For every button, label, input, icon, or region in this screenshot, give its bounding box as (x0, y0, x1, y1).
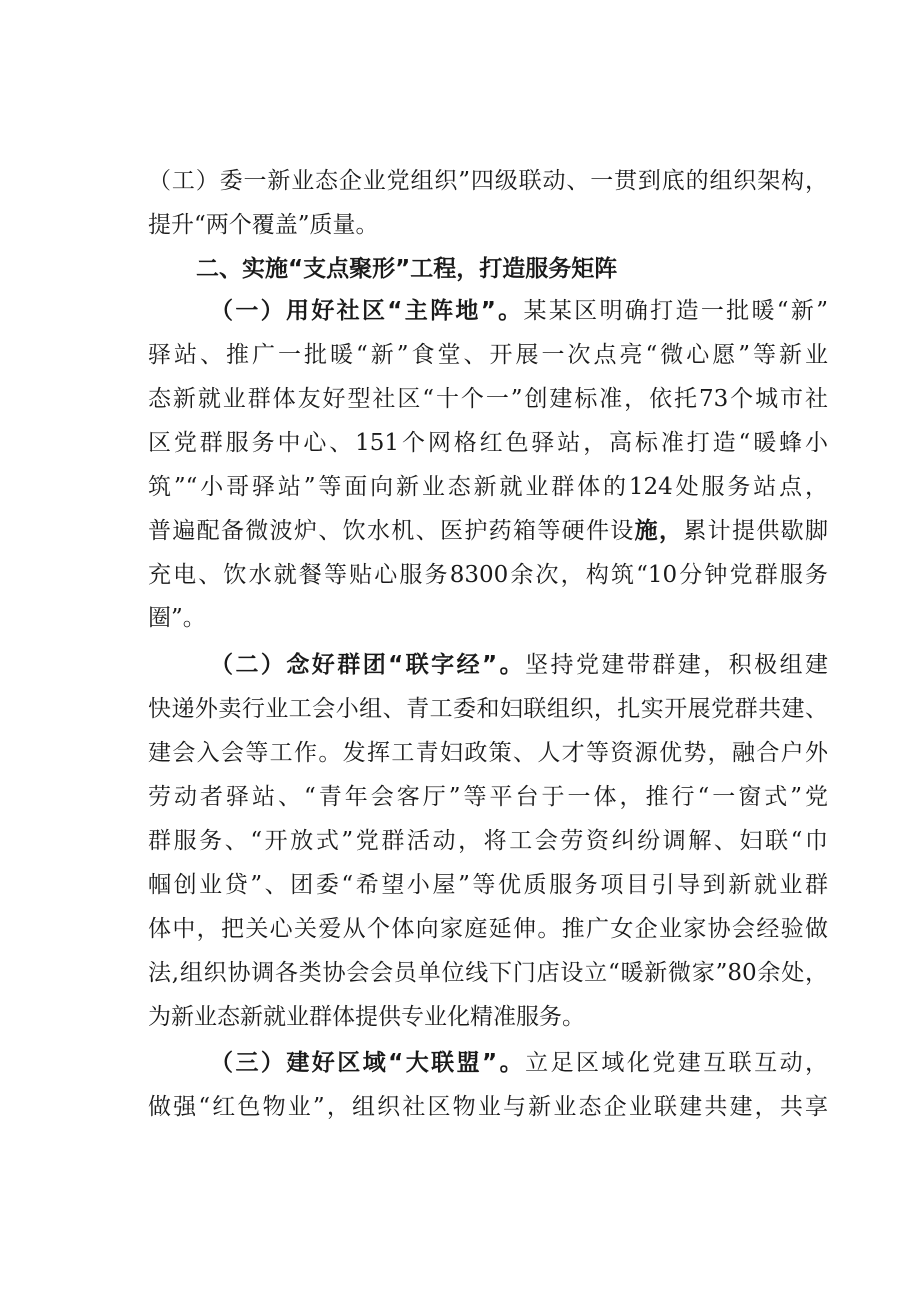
body-line: 提升“两个覆盖”质量。 (148, 212, 379, 238)
body-line: 帼创业贷”、团委“希望小屋”等优质服务项目引导到新就业群 (148, 872, 828, 898)
body-line: 驿站、推广一批暖“新”食堂、开展一次点亮“微心愿”等新业 (148, 342, 828, 368)
body-line: 做强“红色物业”，组织社区物业与新业态企业联建共建，共享 (148, 1094, 828, 1120)
body-line: 法,组织协调各类协会会员单位线下门店设立“暖新微家”80余处， (148, 960, 828, 986)
paragraph-3-text: 立足区域化党建互联互动， (525, 1050, 829, 1076)
paragraph-1-text: 某某区明确打造一批暖“新” (523, 298, 828, 324)
paragraph-2-line-1 (210, 650, 828, 680)
body-line-mixed (148, 516, 828, 546)
body-line: 圈”。 (148, 605, 206, 631)
paragraph-2-text: 坚持党建带群建，积极组建 (525, 652, 829, 678)
body-line: 筑”“小哥驿站”等面向新业态新就业群体的124处服务站点， (148, 474, 828, 500)
section-heading: 二、实施“支点聚形”工程，打造服务矩阵 (196, 256, 618, 282)
paragraph-2-title: （二）念好群团“联字经”。 (210, 652, 526, 678)
bold-text: 施， (634, 518, 684, 544)
body-line: 建会入会等工作。发挥工青妇政策、人才等资源优势，融合户外 (148, 740, 828, 766)
paragraph-3-line-1 (210, 1048, 828, 1078)
body-line: 为新业态新就业群体提供专业化精准服务。 (148, 1004, 585, 1030)
body-line: 快递外卖行业工会小组、青工委和妇联组织，扎实开展党群共建、 (148, 696, 828, 722)
body-line: 群服务、“开放式”党群活动，将工会劳资纠纷调解、妇联“巾 (148, 828, 828, 854)
body-line: （工）委一新业态企业党组织”四级联动、一贯到底的组织架构， (148, 168, 828, 194)
body-line: 充电、饮水就餐等贴心服务8300余次，构筑“10分钟党群服务 (148, 562, 828, 588)
body-line: 区党群服务中心、151个网格红色驿站，高标准打造“暖蜂小 (148, 430, 828, 456)
body-line: 态新就业群体友好型社区“十个一”创建标准，依托73个城市社 (148, 386, 828, 412)
body-line: 体中，把关心关爱从个体向家庭延伸。推广女企业家协会经验做 (148, 916, 828, 942)
body-text: 累计提供歇脚 (683, 518, 829, 544)
body-line: 劳动者驿站、“青年会客厅”等平台于一体，推行“一窗式”党 (148, 784, 828, 810)
paragraph-1-title: （一）用好社区“主阵地”。 (210, 298, 524, 324)
paragraph-1-line-1 (210, 296, 828, 326)
paragraph-3-title: （三）建好区域“大联盟”。 (210, 1050, 526, 1076)
body-text: 普遍配备微波炉、饮水机、医护药箱等硬件设 (148, 518, 635, 544)
